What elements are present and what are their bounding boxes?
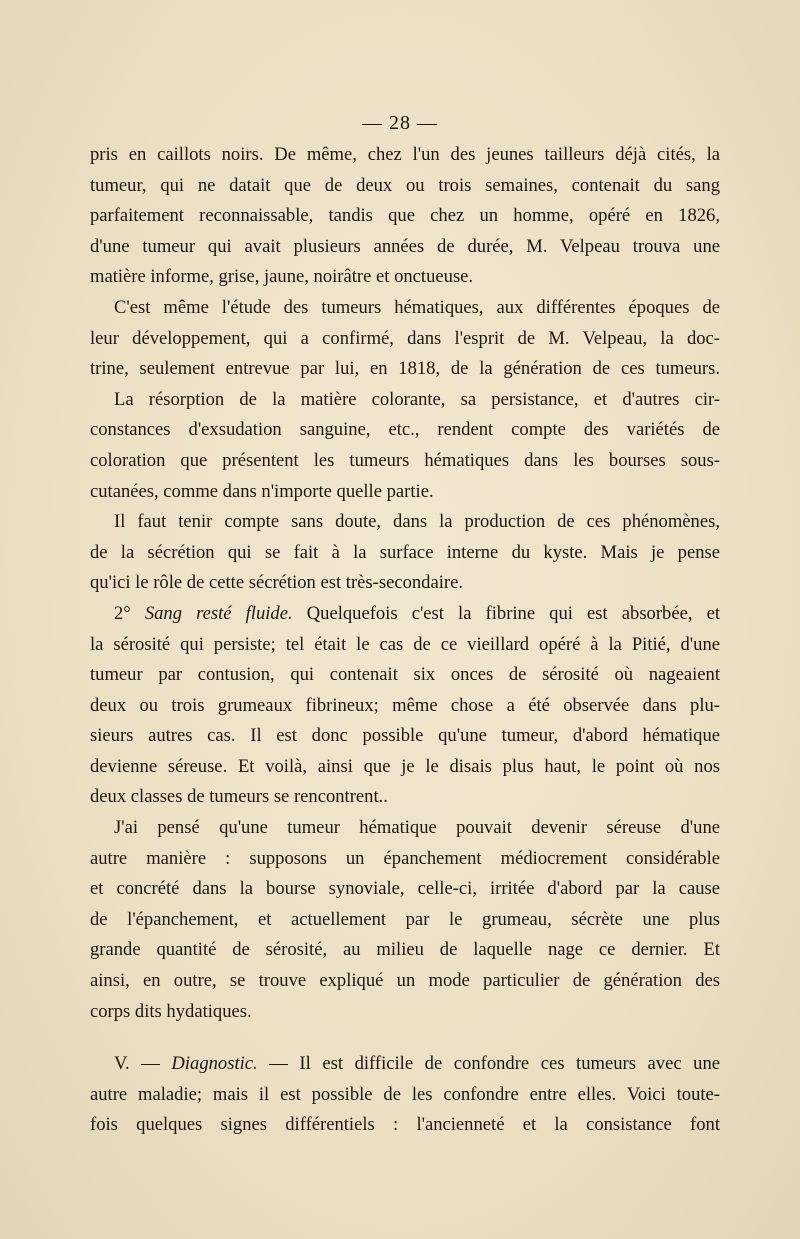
text-line: ainsi, en outre, se trouve expliqué un mode particulier de génération des (90, 970, 720, 992)
text-line: deux classes de tumeurs se rencontrent.. (90, 786, 388, 808)
text-line: qu'ici le rôle de cette sécrétion est très-secondaire. (90, 572, 463, 594)
text-line: sieurs autres cas. Il est donc possible qu'une tumeur, d'abord hématique (90, 725, 720, 747)
text-line: tumeur par contusion, qui contenait six onces de sérosité où nageaient (90, 664, 720, 686)
text-line: fois quelques signes différentiels : l'ancienneté et la consistance font (90, 1114, 720, 1136)
text-line: matière informe, grise, jaune, noirâtre et onctueuse. (90, 266, 474, 288)
text-line: corps dits hydatiques. (90, 1000, 252, 1022)
paragraph-4 (90, 507, 720, 599)
text-line: et concrété dans la bourse synoviale, celle-ci, irritée d'abord par la cause (90, 878, 720, 900)
section-heading: Diagnostic. (171, 1053, 258, 1075)
text-line: leur développement, qui a confirmé, dans l'esprit de M. Velpeau, la doc- (90, 327, 720, 349)
text-fragment: Quelquefois c'est la fibrine qui est absorbée, et (292, 602, 720, 624)
text-line: deux ou trois grumeaux fibrineux; même chose a été observée dans plu- (90, 694, 720, 716)
text-line: cutanées, comme dans n'importe quelle partie. (90, 480, 434, 502)
text-line: devienne séreuse. Et voilà, ainsi que je le disais plus haut, le point où nos (90, 755, 720, 777)
text-line: trine, seulement entrevue par lui, en 1818, de la génération de ces tumeurs. (90, 358, 720, 380)
text-line: la sérosité qui persiste; tel était le cas de ce vieillard opéré à la Pitié, d'une (90, 633, 720, 655)
text-line: Il faut tenir compte sans doute, dans la production de ces phénomènes, (114, 511, 720, 533)
paragraph-3 (90, 385, 720, 507)
paragraph-1 (90, 140, 720, 293)
text-line (90, 1049, 720, 1080)
text-line: La résorption de la matière colorante, sa persistance, et d'autres cir- (114, 388, 720, 410)
body-text (90, 140, 720, 1141)
text-line: autre maladie; mais il est possible de les confondre entre elles. Voici toute- (90, 1083, 720, 1105)
page-number: — 28 — (362, 112, 438, 134)
paragraph-6 (90, 813, 720, 1027)
text-line: parfaitement reconnaissable, tandis que chez un homme, opéré en 1826, (90, 205, 720, 227)
item-heading: Sang resté fluide. (144, 602, 293, 624)
text-line: d'une tumeur qui avait plusieurs années de durée, M. Velpeau trouva une (90, 235, 720, 257)
text-line: tumeur, qui ne datait que de deux ou trois semaines, contenait du sang (90, 174, 720, 196)
text-line: de la sécrétion qui se fait à la surface interne du kyste. Mais je pense (90, 541, 720, 563)
text-line: de l'épanchement, et actuellement par le grumeau, sécrète une plus (90, 908, 720, 930)
text-line: pris en caillots noirs. De même, chez l'un des jeunes tailleurs déjà cités, la (90, 144, 720, 165)
text-line: constances d'exsudation sanguine, etc., rendent compte des variétés de (90, 419, 720, 441)
text-line: grande quantité de sérosité, au milieu de laquelle nage ce dernier. Et (90, 939, 720, 961)
paragraph-5 (90, 599, 720, 813)
text-line: coloration que présentent les tumeurs hématiques dans les bourses sous- (90, 449, 720, 471)
text-line (90, 599, 720, 630)
text-line: autre manière : supposons un épanchement médiocrement considérable (90, 847, 720, 869)
section-gap (90, 1027, 720, 1049)
text-line: C'est même l'étude des tumeurs hématiques, aux différentes époques de (114, 296, 720, 318)
section-numeral: V. — (114, 1053, 172, 1075)
text-line: J'ai pensé qu'une tumeur hématique pouvait devenir séreuse d'une (114, 817, 720, 839)
section-diagnostic (90, 1049, 720, 1141)
paragraph-2 (90, 293, 720, 385)
item-number: 2° (114, 602, 131, 624)
text-fragment: — Il est difficile de confondre ces tumeurs avec une (257, 1053, 720, 1075)
